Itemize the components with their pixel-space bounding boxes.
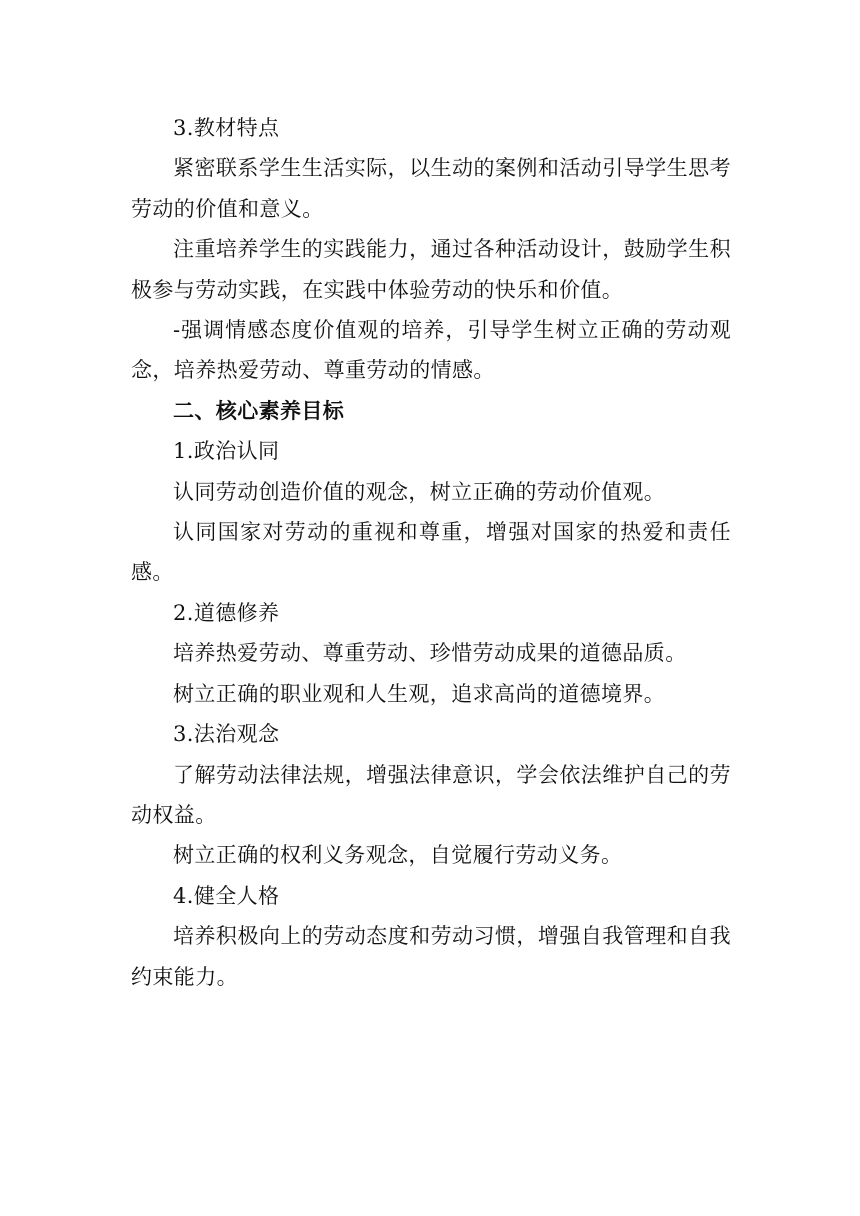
subheading-rule-of-law: 3.法治观念 xyxy=(173,722,280,747)
paragraph: 培养热爱劳动、尊重劳动、珍惜劳动成果的道德品质。 xyxy=(173,641,687,666)
section-heading-core-literacy-goals: 二、核心素养目标 xyxy=(173,398,345,423)
paragraph: 树立正确的职业观和人生观，追求高尚的道德境界。 xyxy=(173,681,666,706)
paragraph: 培养积极向上的劳动态度和劳动习惯，增强自我管理和自我约束能力。 xyxy=(131,924,731,989)
subheading-moral-cultivation: 2.道德修养 xyxy=(173,600,280,625)
subheading-textbook-features: 3.教材特点 xyxy=(173,116,280,140)
paragraph: 树立正确的权利义务观念，自觉履行劳动义务。 xyxy=(173,843,623,868)
paragraph: 认同劳动创造价值的观念，树立正确的劳动价值观。 xyxy=(173,479,666,504)
subheading-political-identity: 1.政治认同 xyxy=(173,439,280,464)
paragraph: 认同国家对劳动的重视和尊重，增强对国家的热爱和责任感。 xyxy=(131,520,731,585)
paragraph: 了解劳动法律法规，增强法律意识，学会依法维护自己的劳动权益。 xyxy=(131,762,731,827)
paragraph: 紧密联系学生生活实际，以生动的案例和活动引导学生思考劳动的价值和意义。 xyxy=(131,156,731,221)
subheading-sound-personality: 4.健全人格 xyxy=(173,883,280,908)
paragraph: 注重培养学生的实践能力，通过各种活动设计，鼓励学生积极参与劳动实践，在实践中体验劳动的快乐和价值。 xyxy=(131,237,731,302)
document-body xyxy=(131,108,731,997)
paragraph: -强调情感态度价值观的培养，引导学生树立正确的劳动观念，培养热爱劳动、尊重劳动的情感。 xyxy=(131,318,731,383)
